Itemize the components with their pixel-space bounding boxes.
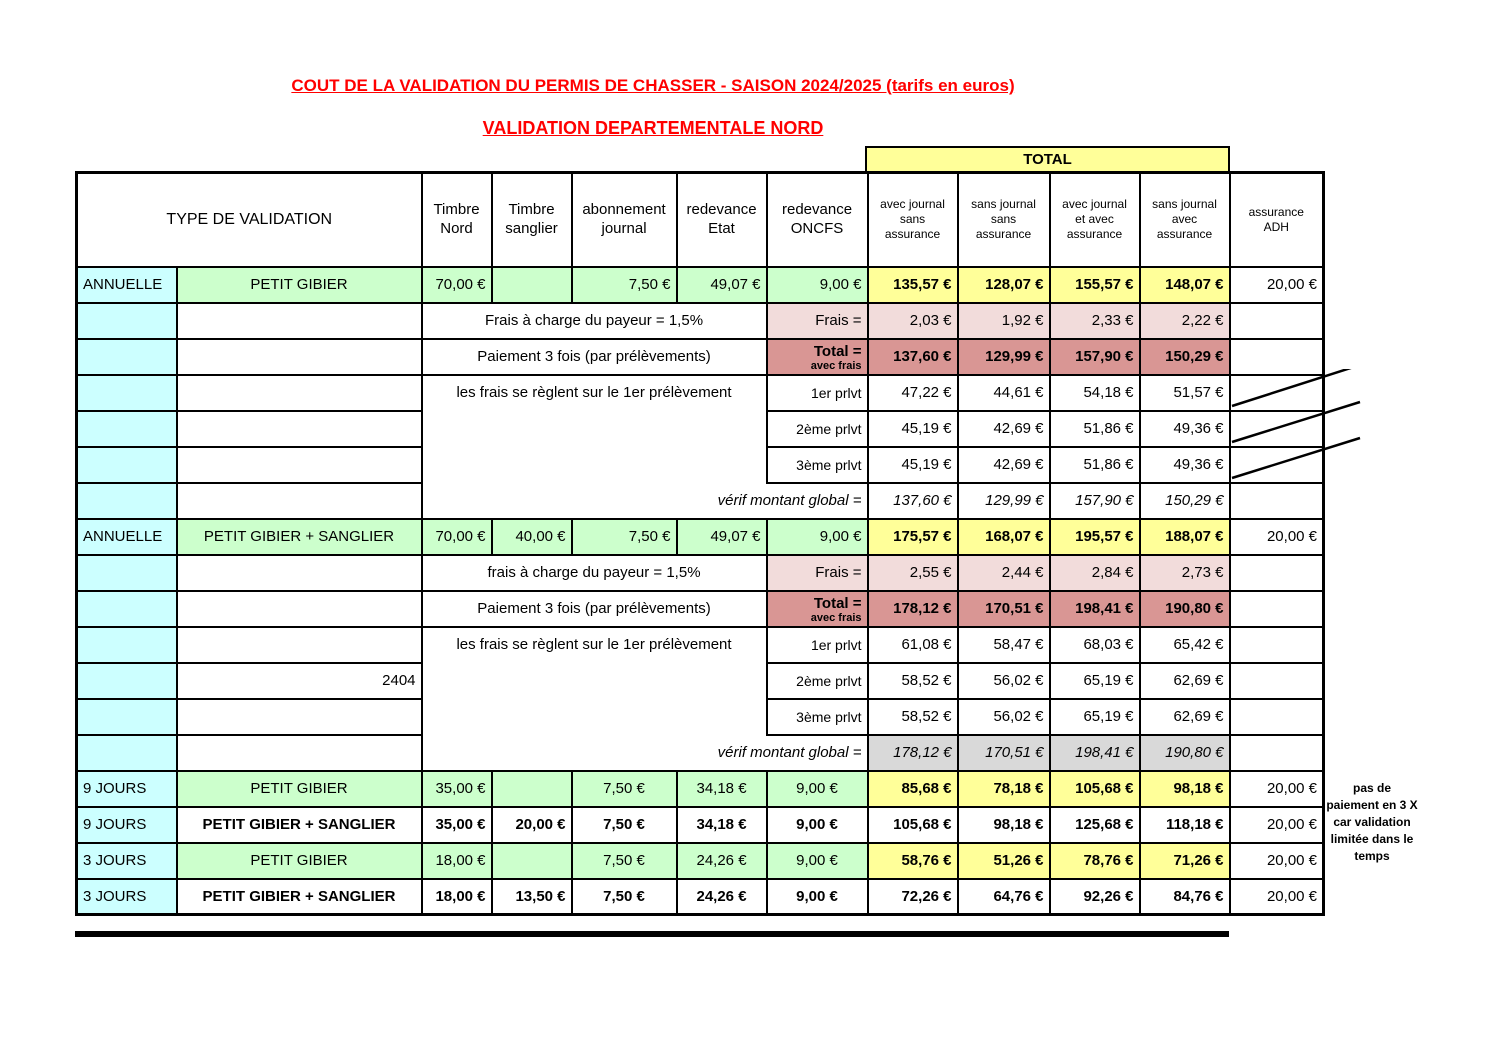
- adh-cell: 20,00 €: [1230, 807, 1324, 843]
- row-annuelle-pg-sanglier: [77, 519, 1324, 555]
- value-cell: 170,51 €: [958, 735, 1050, 771]
- empty-cell: [177, 627, 422, 663]
- value-cell: 51,86 €: [1050, 447, 1140, 483]
- header-timbre-sanglier: Timbre sanglier: [492, 173, 572, 267]
- row-label-cell: 9 JOURS: [77, 771, 177, 807]
- empty-cell: [1230, 699, 1324, 735]
- total-cell: 195,57 €: [1050, 519, 1140, 555]
- tag-cell: [767, 591, 868, 627]
- page-subtitle: VALIDATION DEPARTEMENTALE NORD: [482, 118, 824, 138]
- empty-cell: [77, 699, 177, 735]
- value-cell: 157,90 €: [1050, 339, 1140, 375]
- total-cell: 188,07 €: [1140, 519, 1230, 555]
- total-cell: 72,26 €: [868, 879, 958, 915]
- total-cell: 105,68 €: [1050, 771, 1140, 807]
- value-cell: 9,00 €: [767, 267, 868, 303]
- empty-cell: [177, 483, 422, 519]
- adh-cell: 20,00 €: [1230, 771, 1324, 807]
- tag-cell: 2ème prlvt: [767, 663, 868, 699]
- empty-cell: [177, 375, 422, 411]
- header-row: [77, 173, 1324, 267]
- empty-cell: [177, 591, 422, 627]
- avec-frais-label: avec frais: [810, 611, 862, 624]
- total-cell: 128,07 €: [958, 267, 1050, 303]
- row-9jours-pg-sanglier: [77, 807, 1324, 843]
- adh-cell: 20,00 €: [1230, 879, 1324, 915]
- value-cell: 7,50 €: [572, 771, 677, 807]
- avec-frais-label: avec frais: [810, 359, 862, 372]
- value-cell: 9,00 €: [767, 807, 868, 843]
- row-label-cell: 3 JOURS: [77, 843, 177, 879]
- value-cell: 70,00 €: [422, 519, 492, 555]
- header-total-col-1: avec journal sans assurance: [868, 173, 958, 267]
- value-cell: 56,02 €: [958, 663, 1050, 699]
- empty-cell: [1230, 663, 1324, 699]
- value-cell: 56,02 €: [958, 699, 1050, 735]
- type-cell: PETIT GIBIER: [177, 843, 422, 879]
- value-cell: 9,00 €: [767, 519, 868, 555]
- row-verif-s2: [77, 735, 1324, 771]
- value-cell: 51,86 €: [1050, 411, 1140, 447]
- empty-cell: [1230, 627, 1324, 663]
- tag-cell: 1er prlvt: [767, 375, 868, 411]
- value-cell: 137,60 €: [868, 483, 958, 519]
- value-cell: 51,57 €: [1140, 375, 1230, 411]
- value-cell: 198,41 €: [1050, 735, 1140, 771]
- empty-cell: [77, 375, 177, 411]
- row-prlvt1-s1: [77, 375, 1324, 411]
- value-cell: 9,00 €: [767, 771, 868, 807]
- value-cell: 150,29 €: [1140, 339, 1230, 375]
- value-cell: 35,00 €: [422, 807, 492, 843]
- empty-cell: [77, 483, 177, 519]
- value-cell: 2,03 €: [868, 303, 958, 339]
- row-3jours-pg-sanglier: [77, 879, 1324, 915]
- value-cell: 58,52 €: [868, 699, 958, 735]
- total-cell: 118,18 €: [1140, 807, 1230, 843]
- tag-cell: Frais =: [767, 303, 868, 339]
- empty-cell: [77, 735, 177, 771]
- total-eq-label: Total =: [813, 594, 862, 612]
- tag-cell: 1er prlvt: [767, 627, 868, 663]
- value-cell: 129,99 €: [958, 483, 1050, 519]
- header-abonnement-journal: abonnement journal: [572, 173, 677, 267]
- total-cell: 168,07 €: [958, 519, 1050, 555]
- empty-cell: [1230, 303, 1324, 339]
- value-cell: 2,44 €: [958, 555, 1050, 591]
- total-cell: 98,18 €: [958, 807, 1050, 843]
- adh-cell: 20,00 €: [1230, 267, 1324, 303]
- value-cell: 34,18 €: [677, 771, 767, 807]
- verif-label-cell: vérif montant global =: [422, 735, 868, 771]
- value-cell: 49,36 €: [1140, 411, 1230, 447]
- empty-cell: [177, 411, 422, 447]
- total-cell: 105,68 €: [868, 807, 958, 843]
- value-cell: 7,50 €: [572, 879, 677, 915]
- value-cell: 129,99 €: [958, 339, 1050, 375]
- value-cell: 20,00 €: [492, 807, 572, 843]
- type-cell: PETIT GIBIER: [177, 771, 422, 807]
- value-cell: 49,07 €: [677, 519, 767, 555]
- row-label-cell: 9 JOURS: [77, 807, 177, 843]
- empty-cell: [177, 339, 422, 375]
- row-9jours-petit-gibier: [77, 771, 1324, 807]
- empty-cell: [77, 303, 177, 339]
- value-cell: 34,18 €: [677, 807, 767, 843]
- value-cell: 45,19 €: [868, 447, 958, 483]
- header-total-col-2: sans journal sans assurance: [958, 173, 1050, 267]
- row-3jours-petit-gibier: [77, 843, 1324, 879]
- total-cell: 78,18 €: [958, 771, 1050, 807]
- total-eq-label: Total =: [813, 342, 862, 360]
- value-cell: 190,80 €: [1140, 591, 1230, 627]
- value-cell: 49,36 €: [1140, 447, 1230, 483]
- type-cell: PETIT GIBIER: [177, 267, 422, 303]
- total-cell: 85,68 €: [868, 771, 958, 807]
- note-cell: les frais se règlent sur le 1er prélèvement: [422, 375, 767, 483]
- value-cell: 13,50 €: [492, 879, 572, 915]
- value-cell: 54,18 €: [1050, 375, 1140, 411]
- total-cell: 64,76 €: [958, 879, 1050, 915]
- row-annuelle-petit-gibier: [77, 267, 1324, 303]
- value-cell: 70,00 €: [422, 267, 492, 303]
- empty-cell: [492, 771, 572, 807]
- crossed-out-diagonal-lines: [1228, 369, 1388, 489]
- total-cell: 155,57 €: [1050, 267, 1140, 303]
- empty-cell: [177, 303, 422, 339]
- empty-cell: [492, 267, 572, 303]
- total-cell: 51,26 €: [958, 843, 1050, 879]
- value-cell: 2,73 €: [1140, 555, 1230, 591]
- empty-cell: [1230, 555, 1324, 591]
- value-cell: 65,19 €: [1050, 699, 1140, 735]
- value-cell: 62,69 €: [1140, 699, 1230, 735]
- tag-cell: 2ème prlvt: [767, 411, 868, 447]
- total-cell: 125,68 €: [1050, 807, 1140, 843]
- value-cell: 45,19 €: [868, 411, 958, 447]
- value-cell: 40,00 €: [492, 519, 572, 555]
- value-cell: 49,07 €: [677, 267, 767, 303]
- total-cell: 98,18 €: [1140, 771, 1230, 807]
- span-cell: frais à charge du payeur = 1,5%: [422, 555, 767, 591]
- row-label-cell: ANNUELLE: [77, 519, 177, 555]
- value-cell: 7,50 €: [572, 807, 677, 843]
- type-cell: PETIT GIBIER + SANGLIER: [177, 879, 422, 915]
- empty-cell: [77, 411, 177, 447]
- total-cell: 92,26 €: [1050, 879, 1140, 915]
- row-paiement-s2: [77, 591, 1324, 627]
- bottom-rule: [75, 931, 1229, 937]
- value-cell: 24,26 €: [677, 843, 767, 879]
- empty-cell: [177, 735, 422, 771]
- tag-cell: Frais =: [767, 555, 868, 591]
- value-cell: 9,00 €: [767, 879, 868, 915]
- header-assurance-adh: assurance ADH: [1230, 173, 1324, 267]
- value-cell: 137,60 €: [868, 339, 958, 375]
- header-total-col-4: sans journal avec assurance: [1140, 173, 1230, 267]
- empty-cell: [177, 555, 422, 591]
- tag-cell: 3ème prlvt: [767, 699, 868, 735]
- row-paiement-s1: [77, 339, 1324, 375]
- span-cell: Frais à charge du payeur = 1,5%: [422, 303, 767, 339]
- type-cell: PETIT GIBIER + SANGLIER: [177, 807, 422, 843]
- adh-cell: 20,00 €: [1230, 519, 1324, 555]
- empty-cell: [77, 447, 177, 483]
- value-cell: 157,90 €: [1050, 483, 1140, 519]
- value-cell: 2,55 €: [868, 555, 958, 591]
- value-cell: 150,29 €: [1140, 483, 1230, 519]
- empty-cell: [77, 663, 177, 699]
- page-title: COUT DE LA VALIDATION DU PERMIS DE CHASSER - SAISON 2024/2025 (tarifs en euros): [291, 76, 1015, 95]
- value-cell: 68,03 €: [1050, 627, 1140, 663]
- note-cell: les frais se règlent sur le 1er prélèvement: [422, 627, 767, 735]
- span-cell: Paiement 3 fois (par prélèvements): [422, 339, 767, 375]
- empty-cell: [1230, 591, 1324, 627]
- value-cell: 18,00 €: [422, 879, 492, 915]
- header-redevance-etat: redevance Etat: [677, 173, 767, 267]
- empty-cell: [1230, 735, 1324, 771]
- empty-cell: [492, 843, 572, 879]
- row-label-cell: ANNUELLE: [77, 267, 177, 303]
- value-cell: 7,50 €: [572, 267, 677, 303]
- side-note: pas de paiement en 3 X car validation limitée dans le temps: [1326, 781, 1418, 863]
- verif-label-cell: vérif montant global =: [422, 483, 868, 519]
- value-cell: 58,47 €: [958, 627, 1050, 663]
- total-cell: 58,76 €: [868, 843, 958, 879]
- row-label-cell: 3 JOURS: [77, 879, 177, 915]
- row-frais-s2: [77, 555, 1324, 591]
- empty-cell: [77, 339, 177, 375]
- value-cell: 42,69 €: [958, 411, 1050, 447]
- value-cell: 44,61 €: [958, 375, 1050, 411]
- value-cell: 1,92 €: [958, 303, 1050, 339]
- value-cell: 61,08 €: [868, 627, 958, 663]
- total-cell: 135,57 €: [868, 267, 958, 303]
- type-cell: PETIT GIBIER + SANGLIER: [177, 519, 422, 555]
- empty-cell: [77, 555, 177, 591]
- empty-cell: [77, 591, 177, 627]
- header-type-de-validation: TYPE DE VALIDATION: [77, 173, 422, 267]
- value-cell: 2,22 €: [1140, 303, 1230, 339]
- row-prlvt1-s2: [77, 627, 1324, 663]
- value-cell: 24,26 €: [677, 879, 767, 915]
- empty-cell: [177, 447, 422, 483]
- value-cell: 35,00 €: [422, 771, 492, 807]
- value-cell: 170,51 €: [958, 591, 1050, 627]
- row-frais-s1: [77, 303, 1324, 339]
- value-cell: 178,12 €: [868, 591, 958, 627]
- header-redevance-oncfs: redevance ONCFS: [767, 173, 868, 267]
- value-cell: 65,19 €: [1050, 663, 1140, 699]
- empty-cell: [77, 627, 177, 663]
- adh-cell: 20,00 €: [1230, 843, 1324, 879]
- value-cell: 58,52 €: [868, 663, 958, 699]
- total-cell: 175,57 €: [868, 519, 958, 555]
- span-cell: Paiement 3 fois (par prélèvements): [422, 591, 767, 627]
- value-cell: 65,42 €: [1140, 627, 1230, 663]
- validation-table: [75, 171, 1325, 916]
- total-header-banner: TOTAL: [865, 146, 1230, 173]
- empty-cell: [177, 699, 422, 735]
- validation-table-wrap: [75, 171, 1325, 916]
- header-timbre-nord: Timbre Nord: [422, 173, 492, 267]
- header-total-col-3: avec journal et avec assurance: [1050, 173, 1140, 267]
- value-cell: 62,69 €: [1140, 663, 1230, 699]
- total-cell: 71,26 €: [1140, 843, 1230, 879]
- value-cell: 178,12 €: [868, 735, 958, 771]
- value-cell: 42,69 €: [958, 447, 1050, 483]
- value-cell: 9,00 €: [767, 843, 868, 879]
- value-cell: 2,84 €: [1050, 555, 1140, 591]
- row-verif-s1: [77, 483, 1324, 519]
- value-cell: 190,80 €: [1140, 735, 1230, 771]
- value-cell: 47,22 €: [868, 375, 958, 411]
- tag-cell: [767, 339, 868, 375]
- value-cell: 7,50 €: [572, 843, 677, 879]
- total-cell: 84,76 €: [1140, 879, 1230, 915]
- value-cell: 198,41 €: [1050, 591, 1140, 627]
- tag-cell: 3ème prlvt: [767, 447, 868, 483]
- value-cell: 7,50 €: [572, 519, 677, 555]
- value-cell: 18,00 €: [422, 843, 492, 879]
- total-cell: 78,76 €: [1050, 843, 1140, 879]
- code-cell: 2404: [177, 663, 422, 699]
- total-cell: 148,07 €: [1140, 267, 1230, 303]
- value-cell: 2,33 €: [1050, 303, 1140, 339]
